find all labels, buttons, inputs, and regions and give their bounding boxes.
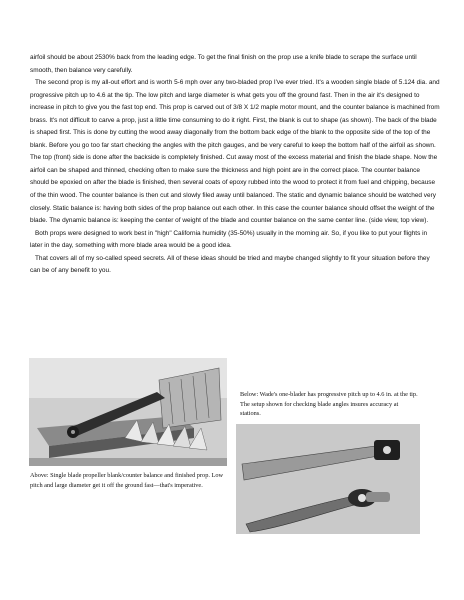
one-blade-prop-photo	[236, 424, 420, 534]
pitch-gauge-photo	[29, 358, 227, 466]
paragraph: The second prop is my all-out effort and is worth 5-6 mph over any two-bladed prop I've ever tried. It's a wooden single blade of 5.124 dia. and progressive pitch up to 4.6 at the tip. The low pitch and large diameter is what gets you off the ground fast. Then in the air it's designed to increase in pitch to give you the fast top end. This prop is carved out of 3/8 X 1/2 maple motor mount, and the counter balance is machined from brass. It's not difficult to carve a prop, just a little time consuming to do it right. First, the blank is cut to shape (as shown). The back of the blade is shaped first. This is done by cutting the wood away diagonally from the bottom back edge of the blank to the opposite side of the top of the blank. Before you go too far start checking the angles with the pitch gauges, and be very careful to keep the bottom half of the airfoil as shown. The top (front) side is done after the backside is completely finished. Cut away most of the excess material and finish the blade shape. Now the airfoil can be shaped and thinned, checking often to make sure the thickness and high point are in the correct place. The counter balance should be epoxied on after the blade is finished, then several coats of epoxy rubbed into the wood to protect it from fuel and chipping, because of the thin wood. The counter balance is then cut and slowly filed away until balanced. The static and dynamic balance should be watched very closely. Static balance is: having both sides of the prop balance out each other. In this case the counter balance should offset the weight of the blade. The dynamic balance is: keeping the center of weight of the blade and counter balance on the same center line. (side view, top view).	[30, 79, 440, 225]
left-photo-caption: Above: Single blade propeller blank/counter balance and finished prop. Low pitch and large diameter get it off the ground fast—that's imperative.	[30, 472, 224, 489]
article-body	[30, 52, 440, 278]
one-blade-prop-image	[236, 424, 420, 534]
paragraph: That covers all of my so-called speed secrets. All of these ideas should be tried and maybe changed slightly to fit your situation before they can be of any benefit to you.	[30, 254, 430, 275]
right-photo-caption: Below: Wade's one-blader has progressive pitch up to 4.6 in. at the tip. The setup shown for checking blade angles insures accuracy at stations.	[240, 391, 418, 417]
pitch-gauge-image	[29, 358, 227, 466]
paragraph: airfoil should be about 2530% back from the leading edge. To get the final finish on the prop use a knife blade to scrape the surface until smooth, then balance very carefully.	[30, 54, 417, 74]
paragraph: Both props were designed to work best in "high" California humidity (35-50%) usually in the morning air. So, if you like to put your flights in later in the day, something with more blade area would be a good idea.	[30, 229, 428, 250]
